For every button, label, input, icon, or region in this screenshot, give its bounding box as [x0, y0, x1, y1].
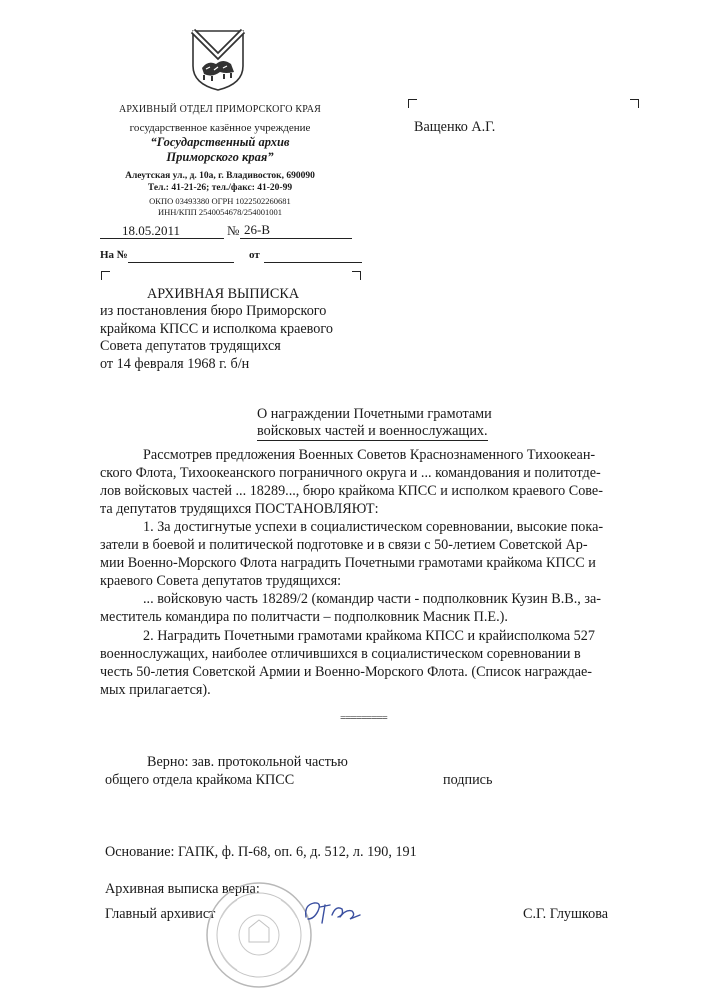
organization-inn: ИНН/КПП 2540054678/254001001 [158, 207, 282, 217]
archivist-name: С.Г. Глушкова [523, 906, 609, 922]
subject-line-1: О награждении Почетными грамотами [257, 406, 492, 422]
reference-from-label: от [249, 249, 260, 261]
title-line-4: Совета депутатов трудящихся [100, 338, 281, 354]
recipient-corner-left [408, 99, 417, 108]
body-line-6: затели в боевой и политической подготовке и в связи с 50-летием Советской Ар- [100, 537, 588, 553]
body-line-5: 1. За достигнутые успехи в социалистическом соревновании, высокие пока- [143, 519, 604, 535]
body-line-11: 2. Наградить Почетными грамотами крайкома КПСС и крайисполкома 527 [143, 628, 595, 644]
verified-line-1: Верно: зав. протокольной частью [147, 754, 348, 770]
body-line-2: ского Флота, Тихоокеанского пограничного округа и ... командования и политотде- [100, 465, 601, 481]
organization-name-line2: Приморского края” [166, 150, 274, 164]
body-line-8: краевого Совета депутатов трудящихся: [100, 573, 342, 589]
body-line-10: меститель командира по политчасти – подполковник Масник П.Е.). [100, 609, 508, 625]
handwritten-signature [300, 895, 366, 929]
body-line-12: военнослужащих, наиболее отличившихся в социалистическом соревновании в [100, 646, 581, 662]
title-corner-right [352, 271, 361, 280]
letter-number: 26-В [244, 222, 270, 237]
number-sign: № [227, 223, 240, 238]
basis-line: Основание: ГАПК, ф. П-68, оп. 6, д. 512, л. 190, 191 [105, 844, 417, 860]
organization-name-line1: “Государственный архив [150, 135, 290, 149]
body-line-14: мых прилагается). [100, 682, 211, 698]
recipient-corner-right [630, 99, 639, 108]
reference-from-line [264, 262, 362, 263]
number-line [240, 238, 352, 239]
title-line-2: из постановления бюро Приморского [100, 303, 327, 319]
verified-signature-label: подпись [443, 772, 493, 788]
document-title: АРХИВНАЯ ВЫПИСКА [147, 286, 300, 302]
verified-line-2: общего отдела крайкома КПСС [105, 772, 295, 788]
department-name: АРХИВНЫЙ ОТДЕЛ ПРИМОРСКОГО КРАЯ [118, 104, 322, 115]
body-line-13: честь 50-летия Советской Армии и Военно-Морского Флота. (Список награждае- [100, 664, 593, 680]
subject-line-2: войсковых частей и военнослужащих. [257, 422, 488, 441]
body-line-9: ... войсковую часть 18289/2 (командир части - подполковник Кузин В.В., за- [143, 591, 601, 607]
organization-okpo: ОКПО 03493380 ОГРН 1022502260681 [149, 196, 291, 206]
closing-line-1: Архивная выписка верна: [105, 881, 260, 897]
reference-line [128, 262, 234, 263]
letter-date: 18.05.2011 [122, 223, 181, 238]
recipient-name: Ващенко А.Г. [414, 119, 496, 135]
reference-label: На № [100, 249, 128, 261]
body-line-7: мии Военно-Морского Флота наградить Почетными грамотами крайкома КПСС и [100, 555, 596, 571]
archivist-role: Главный архивист [105, 906, 216, 922]
coat-of-arms-emblem [190, 28, 246, 92]
title-line-3: крайкома КПСС и исполкома краевого [100, 321, 333, 337]
separator-line: ========= [340, 712, 387, 724]
body-line-3: лов войсковых частей ... 18289..., бюро крайкома КПСС и исполком краевого Сове- [100, 483, 603, 499]
organization-type: государственное казённое учреждение [129, 122, 311, 134]
title-corner-left [101, 271, 110, 280]
body-line-4: та депутатов трудящихся ПОСТАНОВЛЯЮТ: [100, 501, 379, 517]
title-line-5: от 14 февраля 1968 г. б/н [100, 356, 250, 372]
organization-address: Алеутская ул., д. 10а, г. Владивосток, 690090 [125, 171, 315, 181]
organization-phones: Тел.: 41-21-26; тел./факс: 41-20-99 [147, 183, 293, 193]
body-line-1: Рассмотрев предложения Военных Советов Краснознаменного Тихоокеан- [143, 447, 596, 463]
